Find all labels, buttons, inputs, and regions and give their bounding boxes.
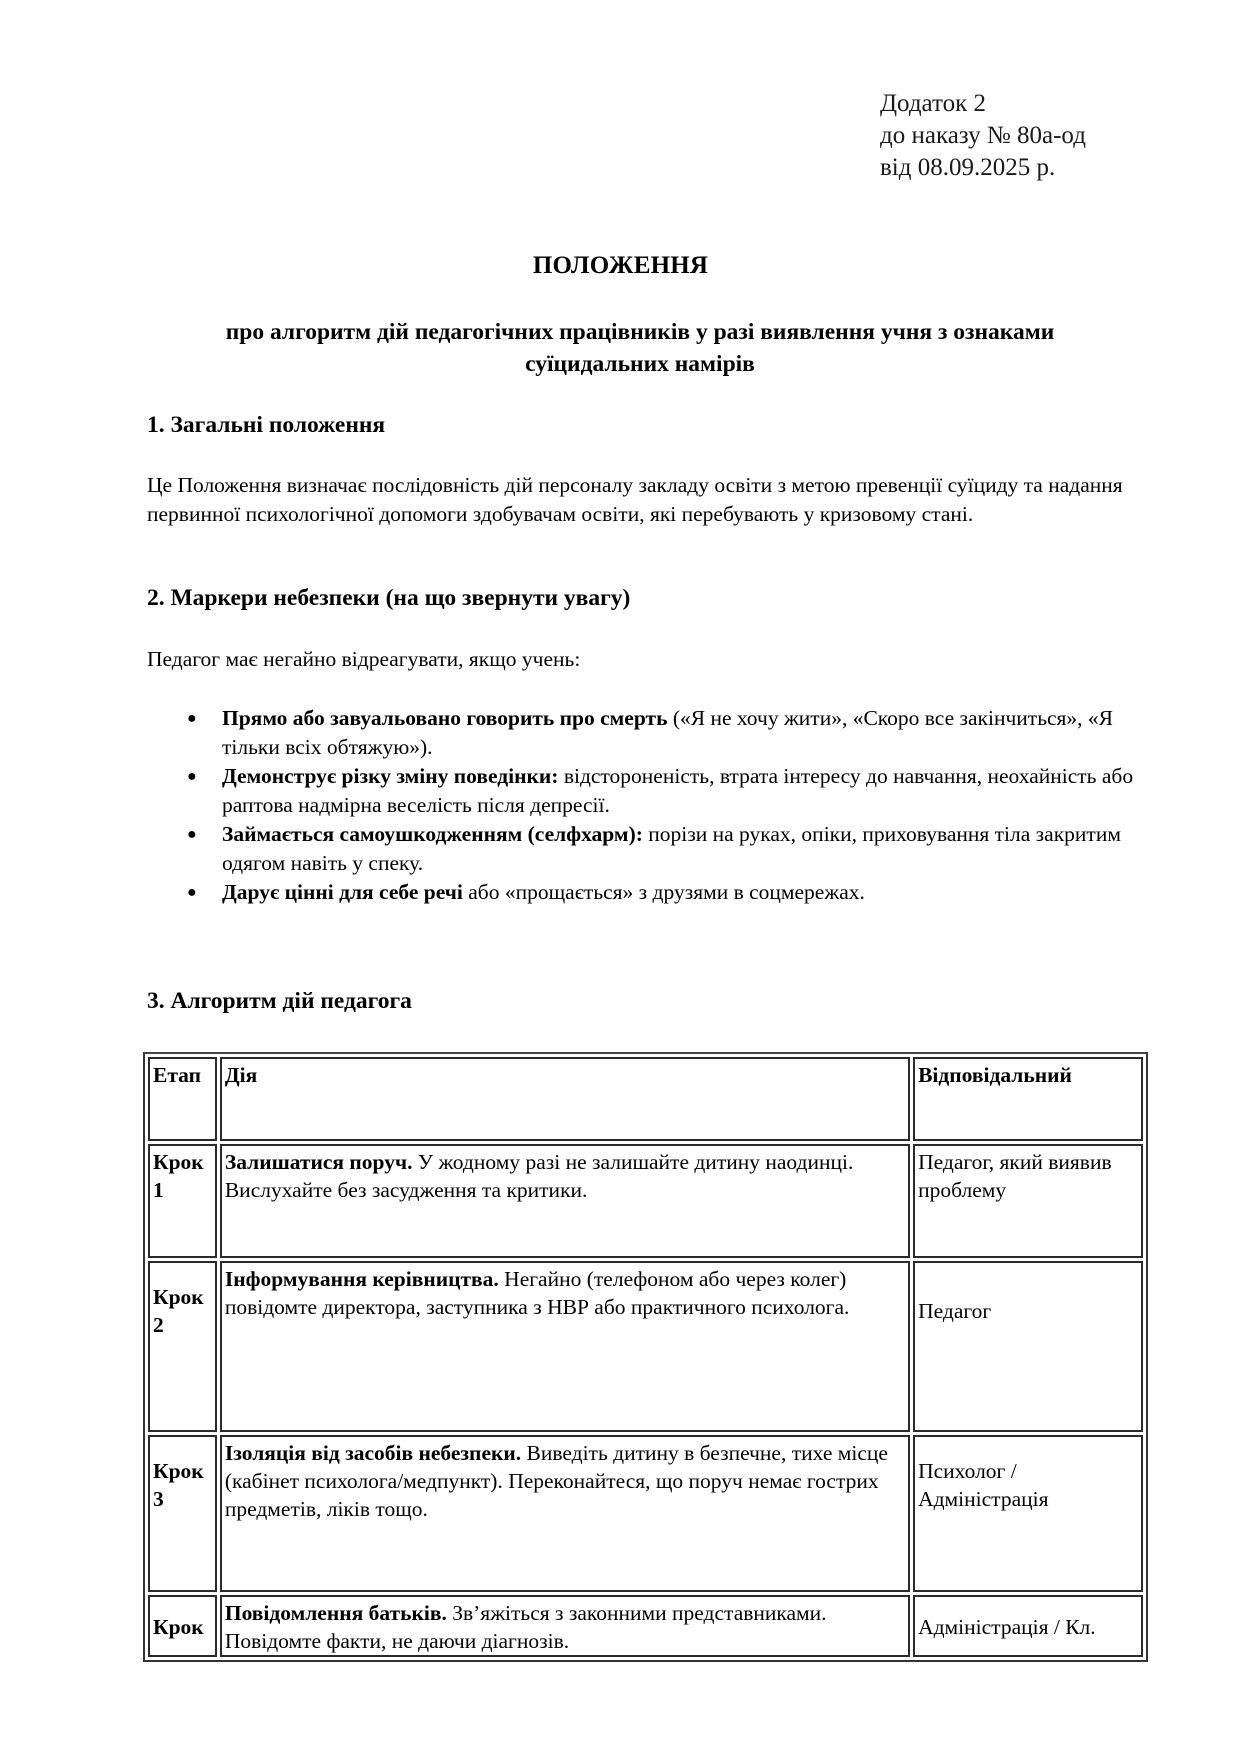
section-2-intro: Педагог має негайно відреагувати, якщо учень: (147, 647, 581, 671)
table-header-row (148, 1057, 1143, 1141)
table-row (148, 1595, 1143, 1657)
list-item-bold: Дарує цінні для себе речі (222, 880, 463, 904)
list-item (147, 704, 1147, 762)
annex-line-1: Додаток 2 (880, 90, 986, 117)
algorithm-table (143, 1052, 1148, 1662)
annex-reference (880, 88, 1086, 184)
action-bold: Ізоляція від засобів небезпеки. (224, 1441, 522, 1465)
list-item (147, 878, 1147, 907)
header-responsible: Відповідальний (913, 1057, 1143, 1141)
action-bold: Інформування керівництва. (224, 1267, 499, 1291)
table-row (148, 1261, 1143, 1432)
list-item-text: або «прощається» з друзями в соцмережах. (462, 880, 865, 904)
action-cell (220, 1261, 910, 1432)
section-1-text: Це Положення визначає послідовність дій персоналу закладу освіти з метою превенції суїциду та надання первинної психологічної допомоги здобувачам освіти, які перебувають у кризовому стані. (147, 473, 1123, 526)
list-item-bold: Прямо або завуальовано говорить про смерть (222, 706, 668, 730)
annex-line-3: від 08.09.2025 р. (880, 154, 1056, 181)
list-item-text: («Я не хочу жити», «Скоро все закінчиться», «Я тільки всіх обтяжую»). (222, 706, 1114, 759)
list-item (147, 820, 1147, 878)
list-item-bold: Займається самоушкодженням (селфхарм): (222, 822, 643, 846)
action-cell (220, 1144, 910, 1258)
action-text: Виведіть дитину в безпечне, тихе місце (кабінет психолога/медпункт). Переконайтеся, що поруч немає гострих предметів, ліків тощо. (224, 1441, 888, 1521)
list-item-text: порізи на руках, опіки, приховування тіла закритим одягом навіть у спеку. (222, 822, 1121, 875)
responsible-cell: Психолог / Адміністрація (913, 1435, 1143, 1592)
stage-cell: Крок 1 (148, 1144, 217, 1258)
section-3-heading: 3. Алгоритм дій педагога (147, 988, 412, 1014)
stage-cell: Крок 3 (148, 1435, 217, 1592)
action-text: Негайно (телефоном або через колег) повідомте директора, заступника з НВР або практичного психолога. (224, 1267, 850, 1319)
action-text: Зв’яжіться з законними представниками. Повідомте факти, не даючи діагнозів. (224, 1601, 827, 1653)
danger-markers-list (147, 704, 1147, 907)
section-1-heading: 1. Загальні положення (147, 412, 386, 438)
table-row (148, 1435, 1143, 1592)
action-bold: Повідомлення батьків. (224, 1601, 447, 1625)
annex-line-2: до наказу № 80а-од (880, 122, 1086, 149)
action-text: У жодному разі не залишайте дитину наодинці. Вислухайте без засудження та критики. (224, 1150, 854, 1202)
list-item-bold: Демонструє різку зміну поведінки: (222, 764, 559, 788)
bullet-dot-icon: ● (187, 710, 197, 727)
action-cell (220, 1595, 910, 1657)
section-2-heading: 2. Маркери небезпеки (на що звернути увагу) (147, 585, 631, 611)
action-bold: Залишатися поруч. (224, 1150, 413, 1174)
list-item (147, 762, 1147, 820)
responsible-cell: Педагог, який виявив проблему (913, 1144, 1143, 1258)
bullet-dot-icon: ● (187, 884, 197, 901)
document-title: ПОЛОЖЕННЯ (532, 252, 709, 279)
responsible-cell: Педагог (913, 1261, 1143, 1432)
bullet-dot-icon: ● (187, 826, 197, 843)
bullet-dot-icon: ● (187, 768, 197, 785)
action-cell (220, 1435, 910, 1592)
header-action: Дія (220, 1057, 910, 1141)
stage-cell: Крок (148, 1595, 217, 1657)
document-subtitle: про алгоритм дій педагогічних працівників у разі виявлення учня з ознаками суїцидальних намірів (225, 319, 1055, 377)
stage-cell: Крок 2 (148, 1261, 217, 1432)
table-row (148, 1144, 1143, 1258)
header-stage: Етап (148, 1057, 217, 1141)
list-item-text: відстороненість, втрата інтересу до навчання, неохайність або раптова надмірна веселість після депресії. (222, 764, 1134, 817)
responsible-cell: Адміністрація / Кл. (913, 1595, 1143, 1657)
